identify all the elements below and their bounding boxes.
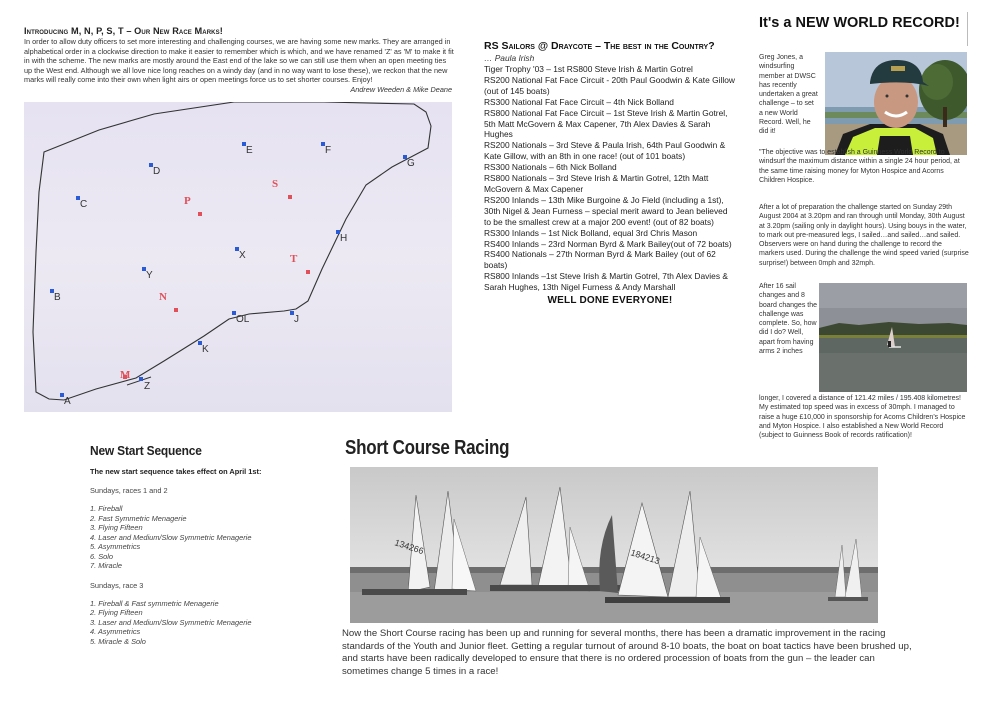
world-record-result-part2: longer, I covered a distance of 121.42 miles / 195.408 kilometres! My estimated top speed was in excess of 30mph. I managed to raise a huge £10,000 in sponsorship for Acorns Children's Hospice and Myton Hospice. I also established a New World Record (subject to Guinness Book of records ratification)! — [759, 395, 966, 440]
race-marks-map — [24, 102, 452, 412]
world-record-title: It's a NEW WORLD RECORD! — [759, 15, 960, 31]
dinghy-racing-photo — [350, 467, 878, 623]
mark-z-marker-icon — [139, 377, 143, 381]
start-sequence-title: New Start Sequence — [90, 443, 202, 458]
world-record-intro: Greg Jones, a windsurfing member at DWSC has recently undertaken a great challenge – to set a new World Record. Well, he did it! — [759, 54, 818, 136]
list-item: 5. Miracle & Solo — [90, 636, 146, 646]
start-sequence-group-label: Sundays, races 1 and 2 — [90, 486, 168, 495]
list-item: 1. Fireball — [90, 504, 123, 513]
mark-t-marker-icon — [306, 270, 310, 274]
start-sequence-group-label: Sundays, race 3 — [90, 580, 144, 590]
marks-article — [24, 26, 456, 94]
result-line: RS200 National Fat Face Circuit - 20th Paul Goodwin & Kate Gillow (out of 145 boats) — [484, 74, 735, 96]
list-item: 4. Asymmetrics — [90, 627, 141, 636]
greg-jones-photo — [825, 52, 967, 155]
marks-article-signature: Andrew Weeden & Mike Deane — [350, 84, 452, 94]
start-sequence-section — [90, 443, 310, 646]
world-record-preparation: After a lot of preparation the challenge started on Sunday 29th August 2004 at 3.20pm and ran through until Monday, 30th August at 3.20pm (sailing only in daylight hours). Using bouys in the water, to mark out pre-measured legs, I sailed…and sailed…and sailed. Observers were on hand during the challenge to record the markers used. During the challenge the wind speed varied (surprise surprise!) between 0mph and 32mph. — [759, 204, 969, 267]
mark-label: P — [184, 195, 191, 207]
list-item: 3. Laser and Medium/Slow Symmetric Menagerie — [90, 617, 252, 627]
result-line: RS300 Inlands – 1st Nick Bolland, equal 3rd Chris Mason — [484, 227, 698, 238]
mark-label: G — [407, 158, 415, 169]
mark-label: C — [80, 199, 88, 210]
mark-label: H — [340, 233, 348, 244]
result-line: RS200 Inlands – 13th Mike Burgoine & Jo Field (including a 1st), 30th Nigel & Jean Furness – special merit award to Jean believed to be the smallest crew at a major 200 event! (out of 82 boats) — [484, 194, 728, 227]
list-item: 1. Fireball & Fast symmetric Menagerie — [90, 598, 219, 608]
result-line: Tiger Trophy '03 – 1st RS800 Steve Irish & Martin Gotrel — [484, 64, 693, 74]
world-record-result-part1: After 16 sail changes and 8 board changes the challenge was complete. So, how did I do? Well, apart from having arms 2 inches — [759, 283, 817, 356]
mark-label: K — [202, 344, 209, 355]
mark-label: X — [239, 250, 246, 261]
result-line: RS300 National Fat Face Circuit – 4th Nick Bolland — [484, 96, 674, 107]
mark-label: OL — [236, 314, 250, 325]
world-record-objective — [759, 148, 969, 185]
mark-p-marker-icon — [198, 212, 202, 216]
rs-article-author: … Paula Irish — [484, 53, 535, 63]
svg-text:184213: 184213 — [629, 547, 662, 567]
start-sequence-lead: The new start sequence takes effect on April 1st: — [90, 467, 262, 476]
mark-n-marker-icon — [174, 308, 178, 312]
list-item: 4. Laser and Medium/Slow Symmetric Menagerie — [90, 532, 252, 542]
short-course-title: Short Course Racing — [345, 437, 510, 459]
short-course-body: Now the Short Course racing has been up and running for several months, there has been a dramatic improvement in the racing standards of the Youth and Junior fleet. Getting a regular turnout of around 8-10 boats, the boat on boat tactics have been brushed up, and starts have been radically developed to ensure that there is no ordered procession of boats from the gun – the leader can sometimes change 5 times in a race! — [342, 628, 912, 677]
column-divider — [967, 12, 968, 46]
list-item: 5. Asymmetrics — [90, 542, 141, 551]
list-item: 7. Miracle — [90, 561, 123, 570]
mark-label: T — [290, 253, 298, 265]
marks-article-body — [24, 37, 456, 94]
list-item: 6. Solo — [90, 551, 114, 561]
start-sequence-list-2 — [90, 599, 310, 647]
mark-label: D — [153, 166, 161, 177]
windsurfing-photo — [819, 283, 967, 392]
list-item: 2. Fast Symmetric Menagerie — [90, 513, 187, 523]
mark-label: Y — [146, 270, 153, 281]
result-line: RS400 Inlands – 23rd Norman Byrd & Mark Bailey(out of 72 boats) — [484, 238, 732, 249]
marks-article-text: In order to allow duty officers to set more interesting and challenging courses, we are having some new marks. They are arranged in alphabetical order in a clockwise direction to make it easier to remember which is which, and we have renamed 'Z' as 'M' to make it fit in with the scheme. The new marks are mostly around the East end of the lake so we can still use them when an open meeting ties up the West end. Although we all love nice long reaches on a windy day (and in no way want to lose these), we reckon that the new marks will really come into their own when light airs or open meetings force us to set shorter courses. Enjoy! — [24, 37, 454, 84]
mark-label: N — [159, 291, 167, 303]
mark-s-marker-icon — [288, 195, 292, 199]
list-item: 2. Flying Fifteen — [90, 608, 143, 617]
result-line: RS800 Inlands –1st Steve Irish & Martin Gotrel, 7th Alex Davies & Sarah Hughes, 13th Nigel Furness & Andy Marshall — [484, 271, 728, 293]
mark-label: E — [246, 145, 253, 156]
marks-article-title: Introducing M, N, P, S, T – Our New Race Marks! — [24, 26, 223, 36]
rs-sailors-article — [484, 40, 736, 306]
svg-text:134266: 134266 — [393, 537, 426, 557]
mark-label: Z — [144, 381, 151, 392]
rs-article-footer: WELL DONE EVERYONE! — [547, 295, 673, 307]
mark-label: F — [325, 145, 332, 156]
result-line: RS300 Nationals – 6th Nick Bolland — [484, 162, 617, 173]
result-line: RS400 Nationals – 27th Norman Byrd & Mark Bailey (out of 62 boats) — [484, 249, 716, 271]
list-item: 3. Flying Fifteen — [90, 523, 143, 532]
mark-label: M — [120, 369, 131, 381]
mark-label: A — [64, 396, 71, 407]
rs-article-title: RS Sailors @ Draycote – The best in the Country? — [484, 40, 715, 52]
result-line: RS800 National Fat Face Circuit – 1st Steve Irish & Martin Gotrel, 5th Matt McGovern & Max Capener, 7th Alex Davies & Sarah Hughes — [484, 107, 728, 140]
start-sequence-list-1 — [90, 504, 310, 571]
mark-label: B — [54, 292, 61, 303]
lake-outline — [24, 102, 452, 412]
rs-results-list — [484, 64, 736, 293]
mark-label: J — [294, 314, 299, 325]
world-record-objective-text: "The objective was to establish a Guinness World Record to windsurf the maximum distance within a single 24 hour period, at the same time raising money for Myton Hospice and Acorns Children Hospice. — [759, 149, 960, 184]
result-line: RS800 Nationals – 3rd Steve Irish & Martin Gotrel, 12th Matt McGovern & Max Capener — [484, 173, 709, 194]
result-line: RS200 Nationals – 3rd Steve & Paula Irish, 64th Paul Goodwin & Kate Gillow, with an 8th in one race! (out of 101 boats) — [484, 140, 726, 162]
mark-label: S — [272, 178, 279, 190]
